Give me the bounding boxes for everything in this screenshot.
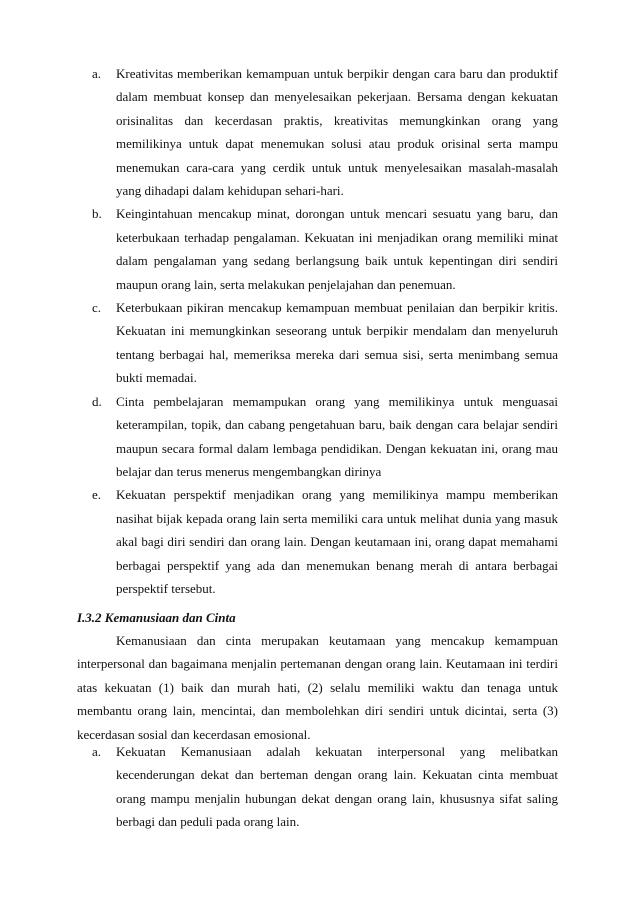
list-item-text: Kekuatan perspektif menjadikan orang yang memilikinya mampu memberikan nasihat bijak kepada orang lain serta memiliki cara untuk melihat dunia yang masuk akal bagi diri sendiri dan orang lain. Dengan keutamaan ini, orang dapat memahami berbagai perspektif yang ada dan menemukan benang merah di antara berbagai perspektif tersebut. [116, 487, 558, 596]
list-marker: a. [92, 744, 102, 759]
section-heading: I.3.2 Kemanusiaan dan Cinta [77, 610, 236, 625]
list-marker: b. [92, 206, 102, 222]
strengths-list-wisdom [92, 62, 558, 600]
list-item [92, 740, 558, 834]
list-item [92, 62, 558, 202]
list-marker: e. [92, 487, 102, 503]
list-marker: c. [92, 300, 102, 316]
list-item-text: Keterbukaan pikiran mencakup kemampuan membuat penilaian dan berpikir kritis. Kekuatan ini memungkinkan seseorang untuk berpikir mendalam dan menyeluruh tentang berbagai hal, memeriksa mereka dari semua sisi, serta menimbang semua bukti memadai. [116, 300, 558, 386]
list-item [92, 483, 558, 600]
list-item [92, 390, 558, 484]
section-paragraph: Kemanusiaan dan cinta merupakan keutamaan yang mencakup kemampuan interpersonal dan bagaimana menjalin pertemanan dengan orang lain. Keutamaan ini terdiri atas kekuatan (1) baik dan murah hati, (2) selalu memiliki waktu dan tenaga untuk membantu orang lain, mencintai, dan membolehkan diri sendiri untuk dicintai, serta (3) kecerdasan sosial dan kecerdasan emosional. [77, 633, 558, 742]
list-item [92, 202, 558, 296]
list-item-text: Kekuatan Kemanusiaan adalah kekuatan interpersonal yang melibatkan kecenderungan dekat dan berteman dengan orang lain. Kekuatan cinta membuat orang mampu menjalin hubungan dekat dengan orang lain, khususnya sifat saling berbagi dan peduli pada orang lain. [116, 744, 558, 830]
list-item-text: Keingintahuan mencakup minat, dorongan untuk mencari sesuatu yang baru, dan keterbukaan terhadap pengalaman. Kekuatan ini menjadikan orang memiliki minat dalam pengalaman yang sedang berlangsung baik untuk kepentingan diri sendiri maupun orang lain, serta melakukan penjelajahan dan penemuan. [116, 206, 558, 292]
list-marker: a. [92, 66, 102, 81]
list-item [92, 296, 558, 390]
list-marker: d. [92, 393, 102, 409]
list-item-text: Kreativitas memberikan kemampuan untuk berpikir dengan cara baru dan produktif dalam membuat konsep dan menyelesaikan pekerjaan. Bersama dengan kekuatan orisinalitas dan kecerdasan praktis, kreativitas memungkinkan orang yang memilikinya untuk dapat menemukan solusi atau produk orisinal serta mampu menemukan cara-cara yang cerdik untuk untuk menyelesaikan masalah-masalah yang dihadapi dalam kehidupan sehari-hari. [116, 66, 558, 199]
list-item-text: Cinta pembelajaran memampukan orang yang memilikinya untuk menguasai keterampilan, topik, dan cabang pengetahuan baru, baik dengan cara belajar sendiri maupun secara formal dalam lembaga pendidikan. Dengan kekuatan ini, orang mau belajar dan terus menerus mengembangkan dirinya [116, 393, 558, 479]
strengths-list-humanity [92, 740, 558, 834]
